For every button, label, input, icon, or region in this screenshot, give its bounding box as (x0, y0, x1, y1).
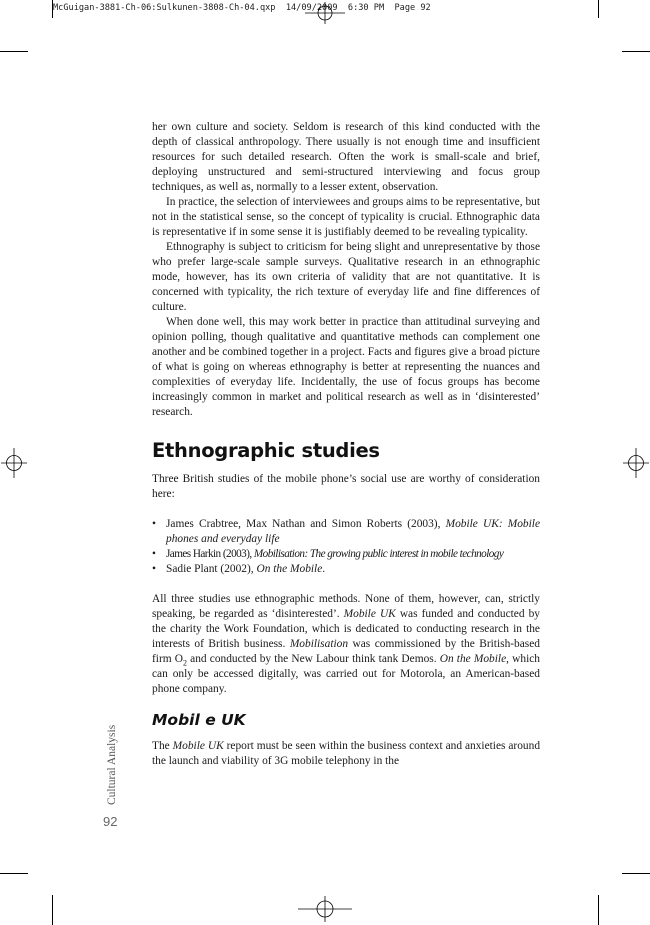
paragraph: her own culture and society. Seldom is research of this kind conducted with the depth of classical anthropology. There usually is not enough time and insufficient resources for such detailed research. Often the work is small-scale and brief, deploying unstructured and semi-structured interviewing and focus group techniques, as well as, normally to a lesser extent, observation. (152, 121, 540, 193)
bullet-marker: • (152, 518, 156, 530)
printer-slug: McGuigan-3881-Ch-06:Sulkunen-3808-Ch-04.qxp 14/09/2009 6:30 PM Page 92 (53, 3, 431, 13)
list-item (152, 547, 540, 562)
crop-mark-top-right-v (598, 0, 599, 18)
registration-mark-bottom (298, 896, 352, 922)
crop-mark-top-right-h (622, 51, 650, 52)
citation-authors: James Crabtree, Max Nathan and Simon Roberts (2003), (166, 518, 446, 530)
subsection-heading: Mobil e UK (152, 711, 246, 729)
paragraph: The Mobile UK report must be seen within the business context and anxieties around the launch and viability of 3G mobile telephony in the (152, 740, 541, 767)
citation-authors: James Harkin (2003), (166, 548, 254, 560)
crop-mark-top-left-h (0, 51, 28, 52)
paragraph: When done well, this may work better in practice than attitudinal surveying and opinion polling, though qualitative and quantitative methods can complement one another and be combined together in a project. Facts and figures give a broad picture of what is going on whereas ethnography is better at representing the nuances and complexities of everyday life. Incidentally, the use of focus groups has become increasingly common in market and political research as well as in ‘disinterested’ research. (152, 316, 540, 418)
citation-authors: Sadie Plant (2002), (166, 563, 257, 575)
citation-title: Mobilisation: The growing public interest in mobile technology (253, 548, 504, 560)
crop-mark-bottom-left-h (0, 873, 28, 874)
crop-mark-bottom-left-v (52, 895, 53, 925)
paragraph: Ethnography is subject to criticism for being slight and unrepresentative by those who prefer large-scale sample surveys. Qualitative research in an ethnographic mode, however, has its own criteria of validity that are not quantitative. It is concerned with typicality, the rich texture of everyday life and fine differences of culture. (152, 241, 540, 313)
bullet-marker: • (152, 563, 156, 575)
body-text (152, 120, 540, 769)
paragraph: In practice, the selection of interviewees and groups aims to be representative, but not in the statistical sense, so the concept of typicality is crucial. Ethnographic data is representative if in some sense it is justifiably deemed to be revealing typicality. (152, 196, 540, 238)
list-item (152, 562, 540, 577)
citation-tail: . (322, 563, 326, 575)
section-heading: Ethnographic studies (152, 439, 380, 462)
subscript: 2 (183, 658, 187, 668)
registration-mark-right (623, 448, 649, 478)
citation-title: On the Mobile (256, 563, 323, 575)
bullet-list (152, 517, 540, 577)
crop-mark-bottom-right-v (598, 895, 599, 925)
crop-mark-top-left-v (52, 0, 53, 18)
list-item (152, 517, 540, 547)
registration-mark-left (1, 448, 27, 478)
paragraph: All three studies use ethnographic methods. None of them, however, can, strictly speaking, be regarded as ‘disinterested’. Mobile UK was funded and conducted by the charity the Work Foundation, which is dedicated to conducting research in the interests of British business. Mobilisation was commissioned by the British-based firm $O_2$ and conducted by the New Labour think tank Demos. On the Mobile, which can only be accessed digitally, was carried out for Motorola, an American-based phone company. (152, 593, 540, 695)
bullet-marker: • (152, 548, 156, 560)
registration-mark-top (305, 2, 345, 24)
paragraph: Three British studies of the mobile phone’s social use are worthy of consideration here: (152, 473, 540, 500)
crop-mark-bottom-right-h (622, 873, 650, 874)
page-number: 92 (103, 814, 118, 829)
running-title: Cultural Analysis (106, 724, 118, 805)
citation-title: Mobile UK: Mobile phones and everyday life (166, 518, 541, 545)
